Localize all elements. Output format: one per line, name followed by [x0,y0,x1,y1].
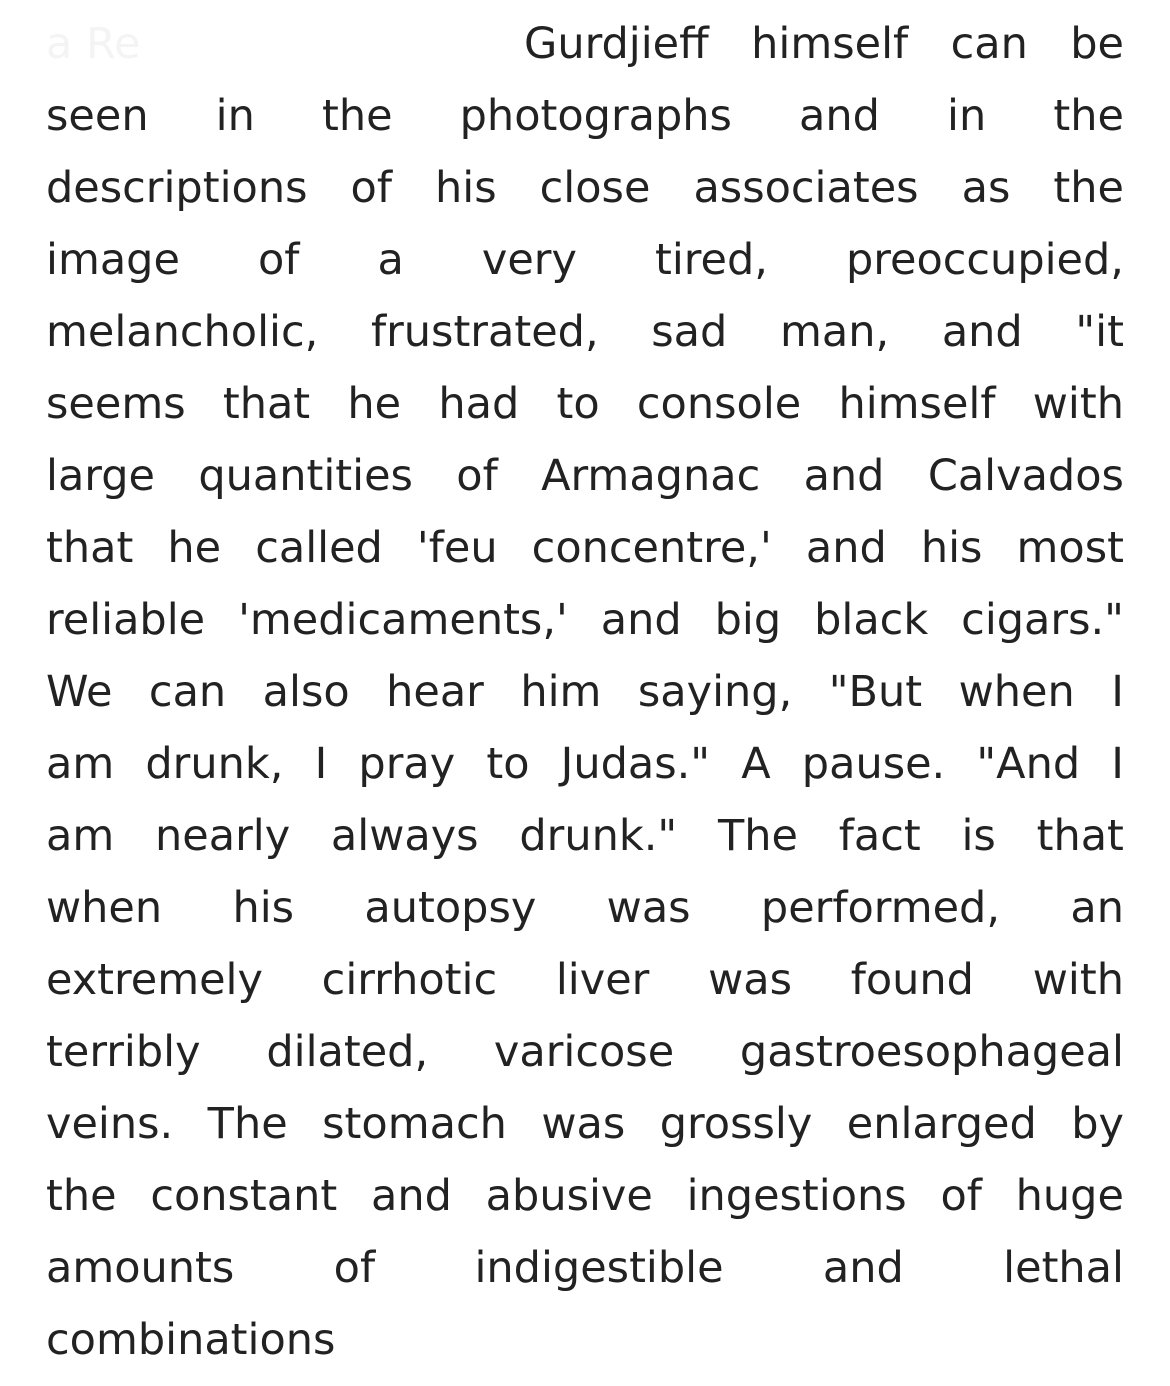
word: Armagnac [541,451,761,501]
article-text [46,8,1124,1376]
text-line [46,1088,1124,1160]
word: extremely [46,955,263,1005]
text-line [46,1232,1124,1304]
word: amounts [46,1243,235,1293]
word: am [46,811,115,861]
word: in [215,91,255,141]
text-line [46,872,1124,944]
word: that [1036,811,1124,861]
text-line [46,368,1124,440]
word: terribly [46,1027,201,1077]
word: he [347,379,402,429]
word: himself [838,379,996,429]
word: in [947,91,987,141]
word: dilated, [266,1027,429,1077]
word: saying, [637,667,793,717]
text-line [46,1304,1124,1376]
word: was [541,1099,626,1149]
word: can [148,667,227,717]
word: drunk." [519,811,678,861]
word: cigars." [961,595,1124,645]
word: man, [779,307,890,357]
word: am [46,739,115,789]
word: A [741,739,771,789]
text-line [46,1160,1124,1232]
word: and [600,595,682,645]
word: the [46,1171,117,1221]
word: of [940,1171,982,1221]
word: The [207,1099,288,1149]
word: found [850,955,974,1005]
word: big [714,595,782,645]
word: large [46,451,155,501]
text-line [46,728,1124,800]
word: I [1111,739,1124,789]
word: concentre,' [531,523,772,573]
word: always [330,811,479,861]
word: frustrated, [370,307,599,357]
word: to [486,739,530,789]
word: combinations [46,1315,336,1365]
word: seems [46,379,186,429]
word: "But [828,667,923,717]
word: and [799,91,880,141]
text-line [46,656,1124,728]
word: him [520,667,602,717]
word: close [539,163,651,213]
word: fact [838,811,921,861]
word: photographs [459,91,732,141]
word: and [941,307,1023,357]
text-line [46,152,1124,224]
word: lethal [1003,1243,1124,1293]
word: and [371,1171,452,1221]
word: his [920,523,983,573]
word: that [46,523,134,573]
word: an [1070,883,1124,933]
word: most [1016,523,1124,573]
text-line [46,1016,1124,1088]
word: and [822,1243,904,1293]
word: "And [976,739,1081,789]
word: ingestions [686,1171,907,1221]
word: console [636,379,802,429]
text-line [46,440,1124,512]
word: veins. [46,1099,174,1149]
word: I [314,739,328,789]
word: when [46,883,163,933]
word: black [814,595,929,645]
word: pause. [801,739,946,789]
word: with [1032,955,1124,1005]
word: very [481,235,577,285]
word: seen [46,91,149,141]
text-line [46,8,1124,80]
word: with [1032,379,1124,429]
word: stomach [322,1099,507,1149]
word: also [262,667,350,717]
word: had [438,379,520,429]
word: varicose [493,1027,675,1077]
word: Judas." [560,739,711,789]
word: that [222,379,311,429]
word: abusive [485,1171,653,1221]
text-line [46,584,1124,656]
word: is [961,811,996,861]
word: when [958,667,1075,717]
word: I [1111,667,1124,717]
word: of [350,163,392,213]
word: the [1053,91,1124,141]
word: Calvados [927,451,1124,501]
word: called [255,523,383,573]
word: nearly [155,811,291,861]
word: to [556,379,600,429]
first-line-text [524,8,1124,80]
word: and [803,451,885,501]
word: image [46,235,180,285]
text-line [46,944,1124,1016]
word: performed, [760,883,1001,933]
word: sad [651,307,728,357]
word: hear [386,667,484,717]
word: quantities [198,451,413,501]
faded-fragment: a Re [46,19,141,69]
word: he [167,523,222,573]
word: preoccupied, [845,235,1124,285]
word: himself [751,19,909,69]
word: reliable [46,595,206,645]
word: by [1071,1099,1124,1149]
word: autopsy [364,883,537,933]
word: descriptions [46,163,308,213]
word: of [456,451,498,501]
word: the [1053,163,1124,213]
word: be [1070,19,1124,69]
word: drunk, [145,739,284,789]
word: was [708,955,792,1005]
word: tired, [654,235,768,285]
word: cirrhotic [321,955,498,1005]
word: melancholic, [46,307,319,357]
word: of [333,1243,376,1293]
text-line [46,296,1124,368]
word: constant [150,1171,338,1221]
word: and [805,523,887,573]
word: 'medicaments,' [238,595,568,645]
word: of [257,235,300,285]
word: associates [693,163,919,213]
word: 'feu [416,523,498,573]
word: liver [555,955,650,1005]
word: can [950,19,1028,69]
word: the [321,91,393,141]
text-line [46,800,1124,872]
word: grossly [659,1099,813,1149]
word: pray [358,739,456,789]
word: enlarged [846,1099,1037,1149]
word: We [46,667,113,717]
text-line [46,80,1124,152]
text-line [46,224,1124,296]
word: huge [1015,1171,1124,1221]
text-line [46,512,1124,584]
word: The [717,811,798,861]
word: was [606,883,691,933]
word: gastroesophageal [739,1027,1124,1077]
word: his [232,883,295,933]
word: Gurdjieff [524,19,709,69]
word: a [377,235,404,285]
word: indigestible [474,1243,724,1293]
word: his [435,163,497,213]
word: "it [1075,307,1124,357]
word: as [961,163,1011,213]
